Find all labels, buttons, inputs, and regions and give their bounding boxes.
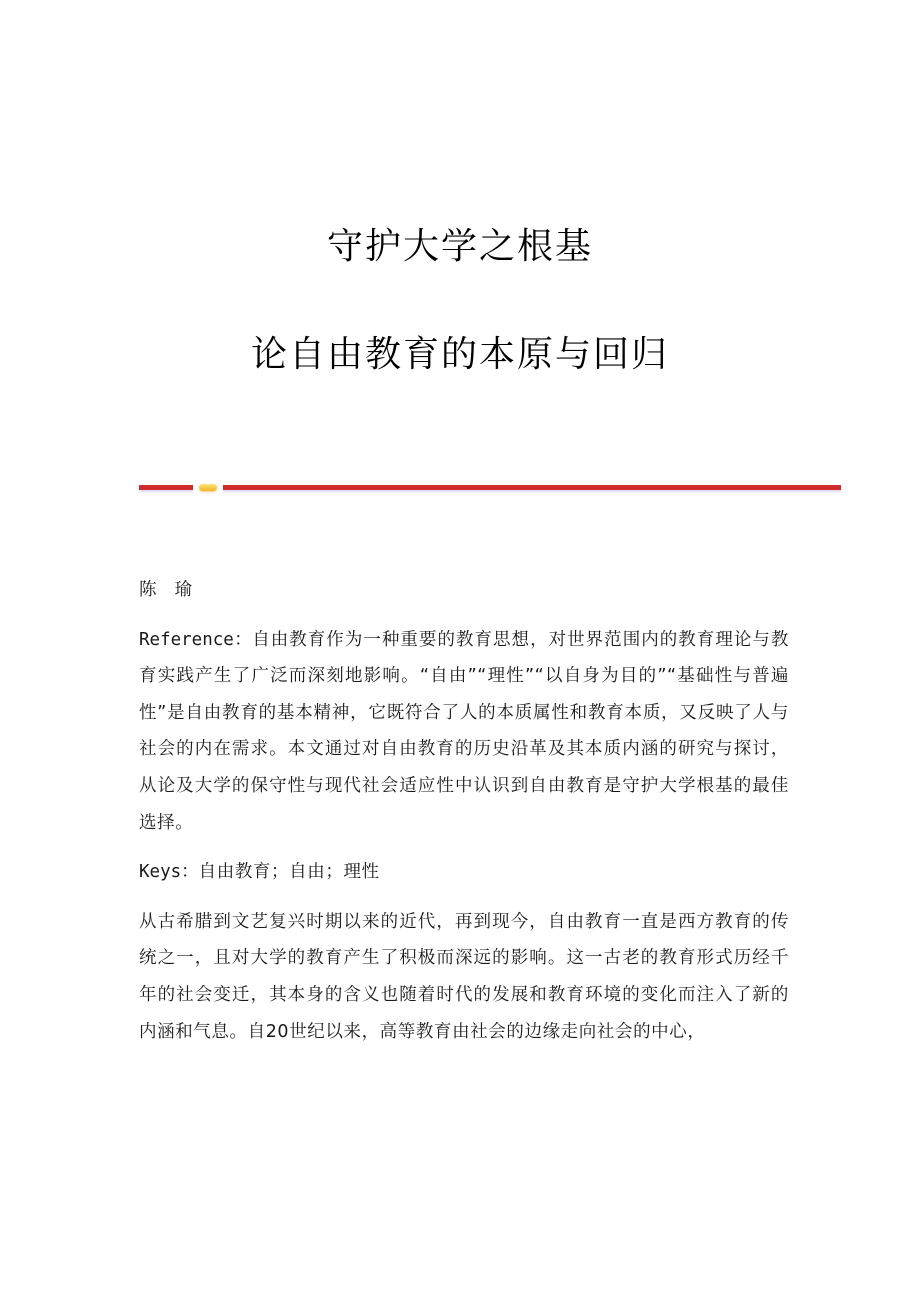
- keywords-paragraph: [139, 854, 789, 891]
- body-paragraph: 从古希腊到文艺复兴时期以来的近代，再到现今，自由教育一直是西方教育的传统之一，且对大学的教育产生了积极而深远的影响。这一古老的教育形式历经千年的社会变迁，其本身的含义也随着时代的发展和教育环境的变化而注入了新的内涵和气息。自20世纪以来，高等教育由社会的边缘走向社会的中心，: [139, 911, 789, 1042]
- document-subtitle: 论自由教育的本原与回归: [250, 334, 669, 375]
- author-name: 陈瑜: [139, 580, 210, 600]
- divider-bar-left: [139, 485, 193, 490]
- abstract-label: Reference：: [139, 629, 253, 650]
- document-content: [139, 572, 789, 1050]
- abstract-text: 自由教育作为一种重要的教育思想，对世界范围内的教育理论与教育实践产生了广泛而深刻地影响。“自由”“理性”“以自身为目的”“基础性与普遍性”是自由教育的基本精神，它既符合了人的本质属性和教育本质，又反映了人与社会的内在需求。本文通过对自由教育的历史沿革及其本质内涵的研究与探讨，从论及大学的保守性与现代社会适应性中认识到自由教育是守护大学根基的最佳选择。: [139, 629, 789, 833]
- keywords-text: 自由教育；自由；理性: [198, 862, 380, 883]
- divider-bar-right: [223, 485, 841, 490]
- document-title: 守护大学之根基: [326, 226, 593, 267]
- abstract-paragraph: [139, 622, 789, 842]
- keywords-label: Keys：: [139, 862, 199, 883]
- divider-ornament-icon: [199, 484, 217, 491]
- title-divider: [139, 485, 841, 491]
